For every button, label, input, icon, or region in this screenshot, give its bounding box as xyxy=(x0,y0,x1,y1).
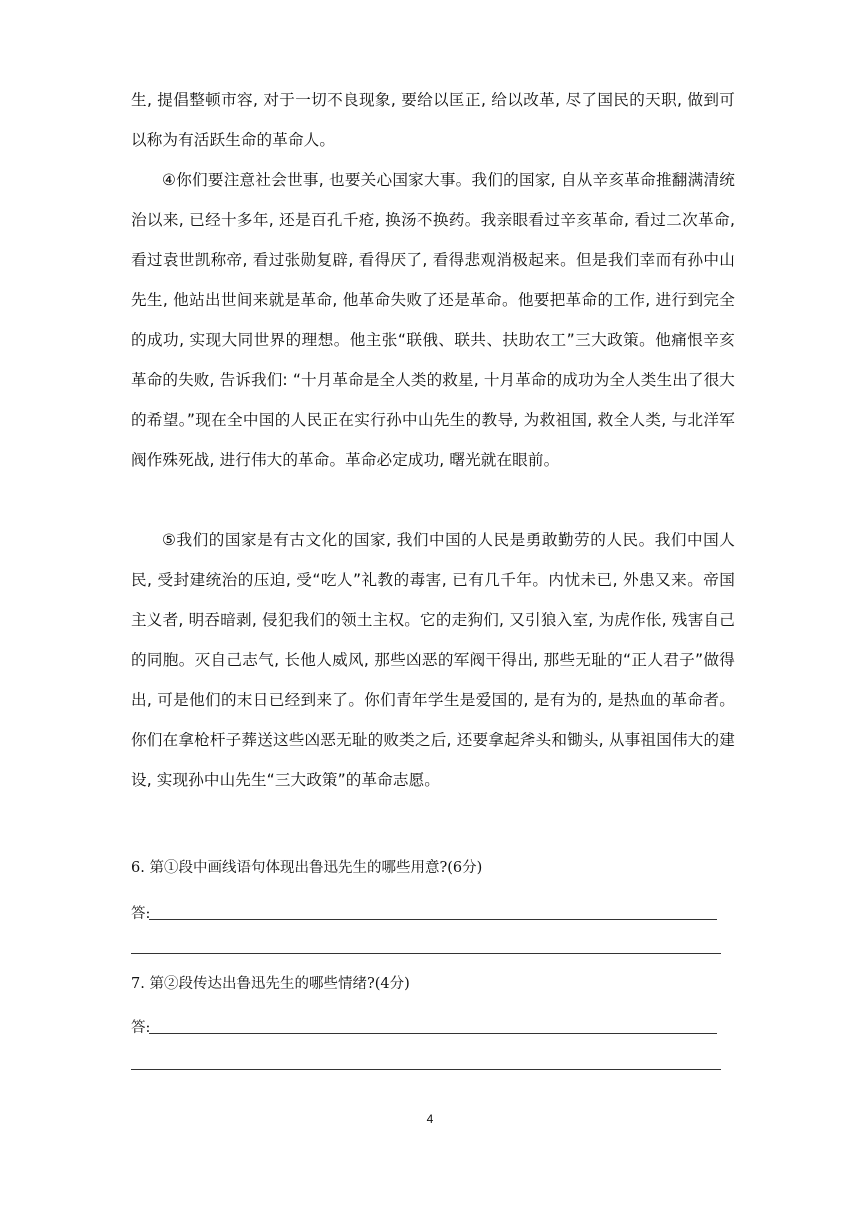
answer-line-7a[interactable] xyxy=(149,1033,717,1034)
answer-line-6b[interactable] xyxy=(131,953,721,954)
answer-line-7b[interactable] xyxy=(131,1069,721,1070)
question-6: 6. 第①段中画线语句体现出鲁迅先生的哪些用意?(6分) xyxy=(131,860,483,876)
paragraph-4: ④你们要注意社会世事, 也要关心国家大事。我们的国家, 自从辛亥革命推翻满清统治以来, 已经十多年, 还是百孔千疮, 换汤不换药。我亲眼看过辛亥革命, 看过二次革命, 看过袁世凯称帝, 看过张勋复辟, 看得厌了, 看得悲观消极起来。但是我们幸而有孙中山先生, 他站出世间来就是革命, 他革命失败了还是革命。他要把革命的工作, 进行到完全的成功, 实现大同世界的理想。他主张“联俄、联共、扶助农工”三大政策。他痛恨辛亥革命的失败, 告诉我们: “十月革命是全人类的救星, 十月革命的成功为全人类生出了很大的希望。”现在全中国的人民正在实行孙中山先生的教导, 为救祖国, 救全人类, 与北洋军阀作殊死战, 进行伟大的革命。革命必定成功, 曙光就在眼前。 xyxy=(131,171,735,469)
answer-label-7: 答: xyxy=(131,1020,151,1036)
paragraph-5: ⑤我们的国家是有古文化的国家, 我们中国的人民是勇敢勤劳的人民。我们中国人民, 受封建统治的压迫, 受“吃人”礼教的毒害, 已有几千年。内忧未已, 外患又来。帝国主义者, 明吞暗剥, 侵犯我们的领土主权。它的走狗们, 又引狼入室, 为虎作伥, 残害自己的同胞。灭自己志气, 长他人威风, 那些凶恶的军阀干得出, 那些无耻的“正人君子”做得出, 可是他们的末日已经到来了。你们青年学生是爱国的, 是有为的, 是热血的革命者。你们在拿枪杆子葬送这些凶恶无耻的败类之后, 还要拿起斧头和锄头, 从事祖国伟大的建设, 实现孙中山先生“三大政策”的革命志愿。 xyxy=(131,531,735,789)
answer-line-6a[interactable] xyxy=(149,919,717,920)
paragraph-continuation: 生, 提倡整顿市容, 对于一切不良现象, 要给以匡正, 给以改革, 尽了国民的天职, 做到可以称为有活跃生命的革命人。 xyxy=(131,91,735,149)
page-number: 4 xyxy=(426,1112,434,1126)
question-7: 7. 第②段传达出鲁迅先生的哪些情绪?(4分) xyxy=(131,976,410,992)
answer-label-6: 答: xyxy=(131,906,151,922)
